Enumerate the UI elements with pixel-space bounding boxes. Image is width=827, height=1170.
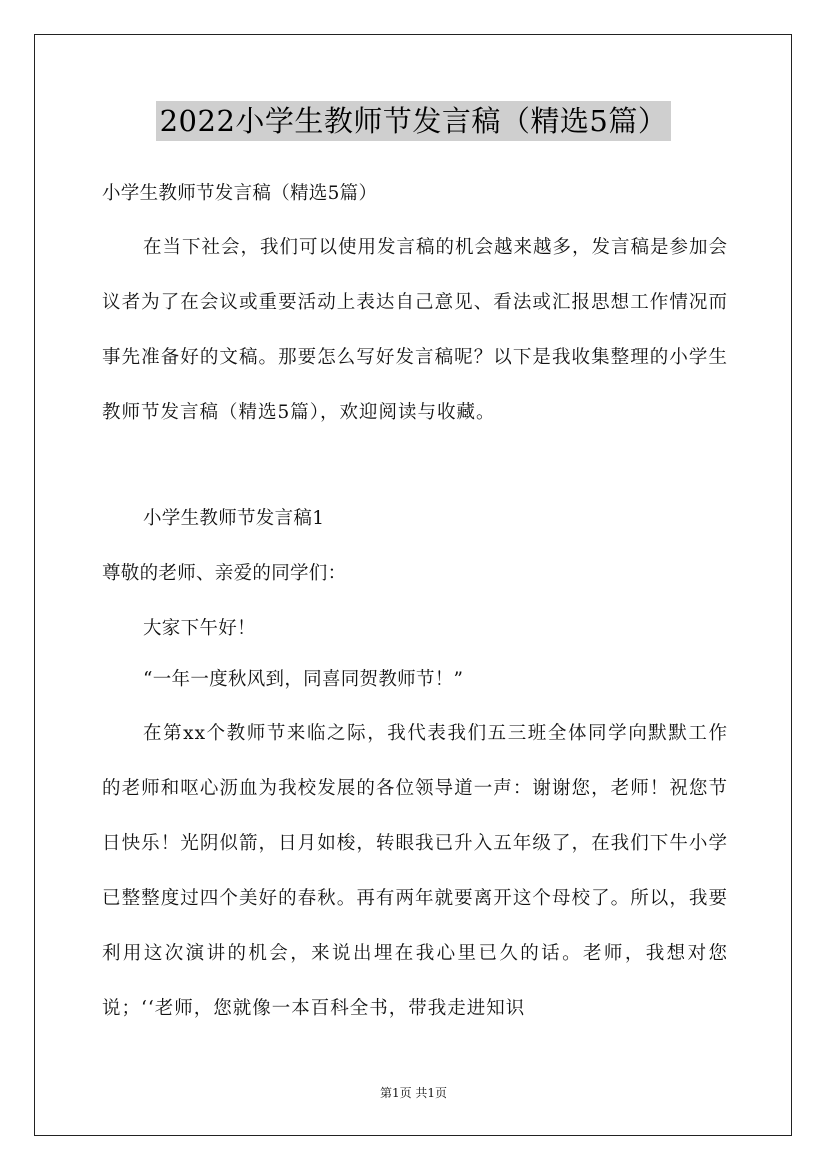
page-footer: 第1页 共1页: [379, 1086, 448, 1100]
document-title: 2022小学生教师节发言稿（精选5篇）: [156, 101, 672, 141]
salutation: 尊敬的老师、亲爱的同学们：: [102, 563, 347, 584]
quote-line: “一年一度秋风到，同喜同贺教师节！”: [143, 669, 464, 690]
greeting: 大家下午好！: [143, 618, 256, 639]
intro-paragraph: 在当下社会，我们可以使用发言稿的机会越来越多，发言稿是参加会议者为了在会议或重要活动上表达自己意见、看法或汇报思想工作情况而事先准备好的文稿。那要怎么写好发言稿呢？以下是我收集整理的小学生教师节发言稿（精选5篇），欢迎阅读与收藏。: [102, 237, 729, 423]
title-container: [0, 101, 827, 141]
section-heading: 小学生教师节发言稿1: [143, 508, 325, 529]
body-paragraph: 在第xx个教师节来临之际，我代表我们五三班全体同学向默默工作的老师和呕心沥血为我校发展的各位领导道一声：谢谢您，老师！祝您节日快乐！光阴似箭，日月如梭，转眼我已升入五年级了，在我们下牛小学已整整度过四个美好的春秋。再有两年就要离开这个母校了。所以，我要利用这次演讲的机会，来说出埋在我心里已久的话。老师，我想对您说；‘‘老师，您就像一本百科全书，带我走进知识: [102, 723, 728, 1019]
document-subtitle: 小学生教师节发言稿（精选5篇）: [102, 183, 378, 204]
